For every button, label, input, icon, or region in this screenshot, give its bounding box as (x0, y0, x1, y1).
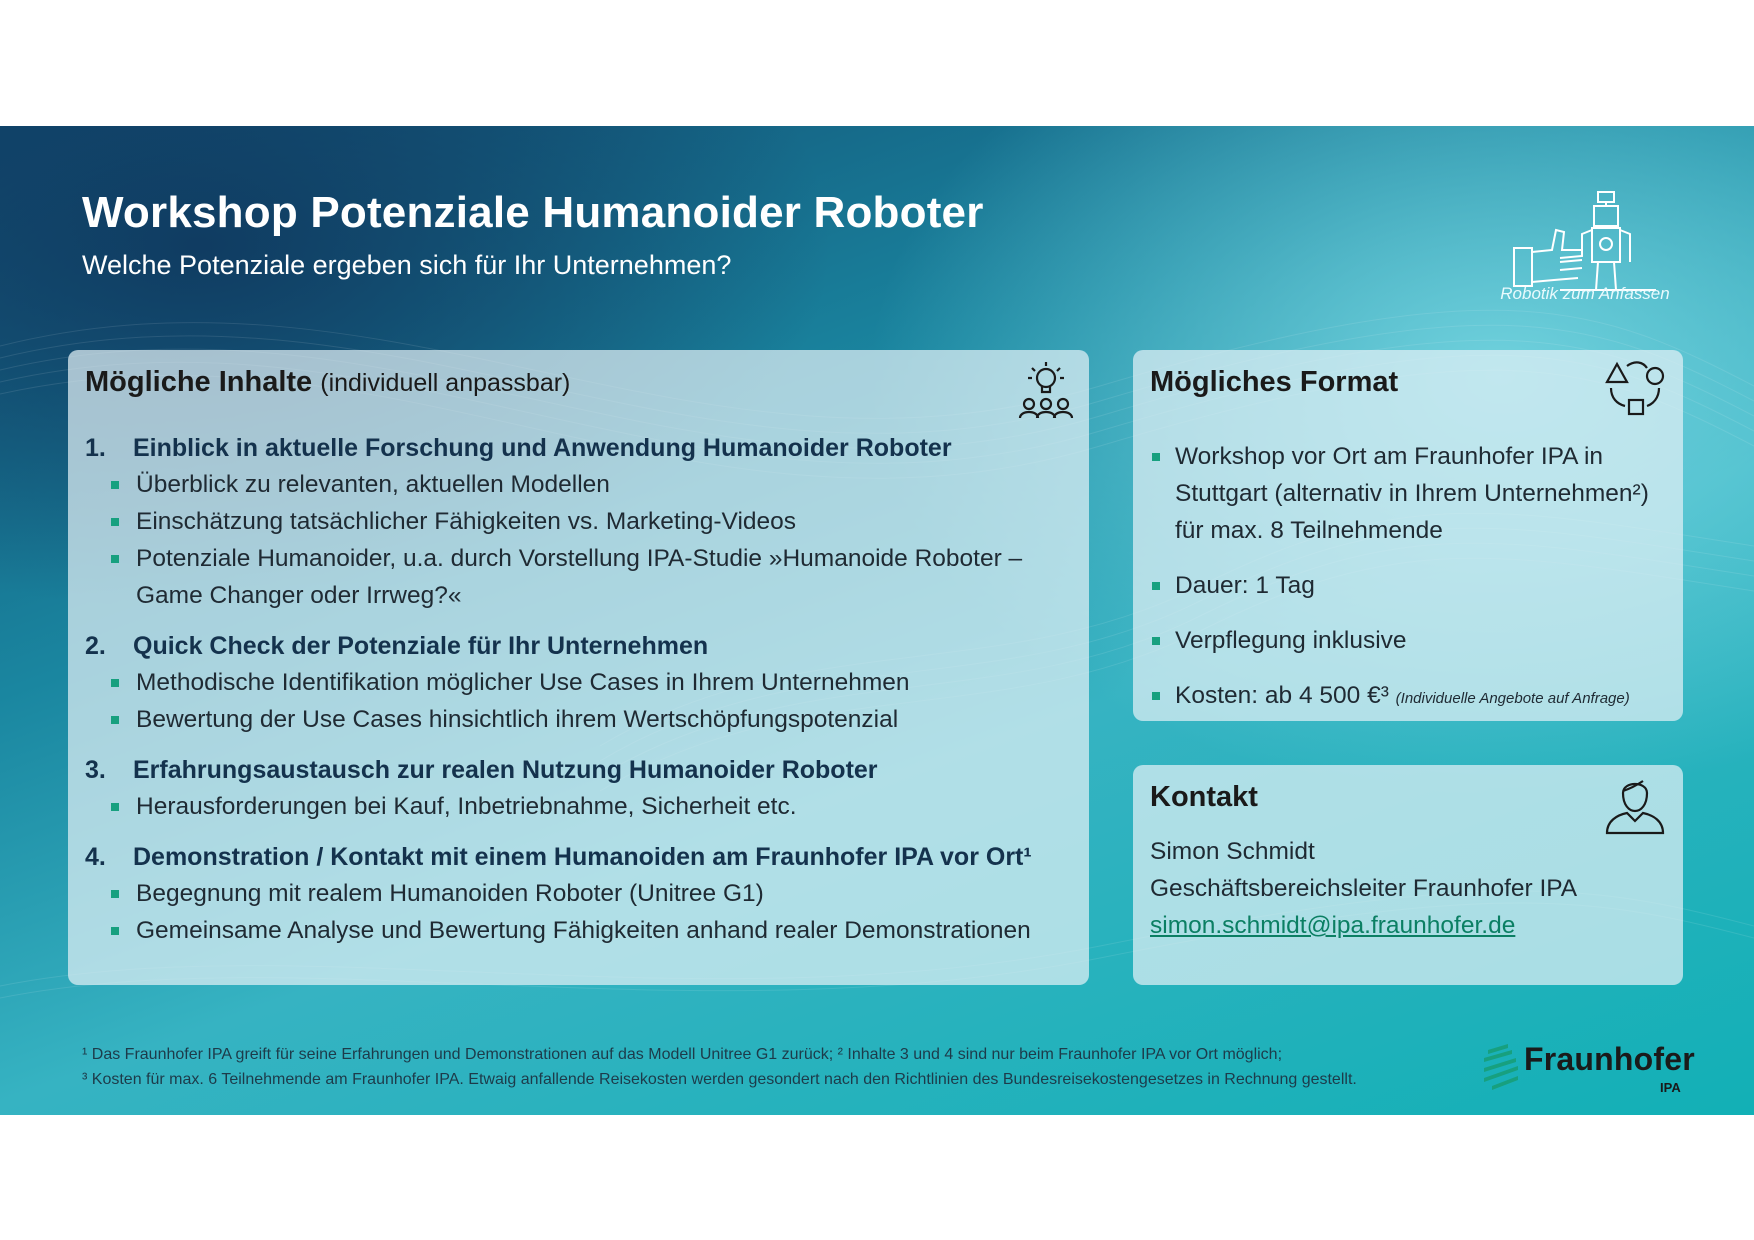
page-subtitle: Welche Potenziale ergeben sich für Ihr Unternehmen? (82, 250, 732, 280)
section-title (85, 430, 1071, 466)
cycle-shapes-icon (1603, 356, 1667, 420)
format-item: Verpflegung inklusive (1150, 622, 1665, 659)
section-title (85, 839, 1071, 875)
inhalte-heading (85, 366, 1071, 408)
kontakt-name: Simon Schmidt (1150, 838, 1315, 865)
format-list (1150, 438, 1665, 717)
section-number: 1. (85, 434, 106, 462)
inhalte-card (68, 350, 1089, 985)
page-title: Workshop Potenziale Humanoider Roboter (82, 188, 984, 237)
bullet-item: Gemeinsame Analyse und Bewertung Fähigkeiten anhand realer Demonstrationen (111, 912, 1071, 949)
lightbulb-people-icon (1014, 358, 1078, 422)
brand-sub: IPA (1660, 1080, 1681, 1095)
cost-note: (Individuelle Angebote auf Anfrage) (1395, 690, 1630, 707)
section-number: 3. (85, 756, 106, 784)
bullet-item: Bewertung der Use Cases hinsichtlich ihrem Wertschöpfungspotenzial (111, 701, 1071, 738)
section-bullets (85, 788, 1071, 825)
kontakt-email-link[interactable]: simon.schmidt@ipa.fraunhofer.de (1150, 912, 1516, 939)
kontakt-heading (1150, 781, 1665, 823)
format-heading-text: Mögliches Format (1150, 366, 1399, 398)
bullet-item: Potenziale Humanoider, u.a. durch Vorstellung IPA-Studie »Humanoide Roboter – Game Changer oder Irrweg?« (111, 540, 1071, 614)
section-title-text: Erfahrungsaustausch zur realen Nutzung Humanoider Roboter (133, 756, 878, 784)
format-item: Workshop vor Ort am Fraunhofer IPA in Stuttgart (alternativ in Ihrem Unternehmen²) für max. 8 Teilnehmende (1150, 438, 1665, 549)
kontakt-heading-text: Kontakt (1150, 781, 1258, 813)
slide (0, 126, 1754, 1115)
kontakt-details (1150, 833, 1665, 944)
section-title-text: Demonstration / Kontakt mit einem Humanoiden am Fraunhofer IPA vor Ort¹ (133, 843, 1032, 871)
inhalte-heading-text: Mögliche Inhalte (85, 366, 313, 398)
inhalte-heading-note: (individuell anpassbar) (320, 369, 571, 397)
inhalte-sections (85, 430, 1071, 949)
inhalte-section-3 (85, 752, 1071, 825)
person-icon (1603, 771, 1667, 835)
section-title-text: Quick Check der Potenziale für Ihr Unternehmen (133, 632, 709, 660)
section-bullets (85, 664, 1071, 738)
section-title (85, 628, 1071, 664)
inhalte-section-1 (85, 430, 1071, 614)
bullet-item: Herausforderungen bei Kauf, Inbetriebnahme, Sicherheit etc. (111, 788, 1071, 825)
footnote-line: ¹ Das Fraunhofer IPA greift für seine Erfahrungen und Demonstrationen auf das Modell Unitree G1 zurück; ² Inhalte 3 und 4 sind nur beim Fraunhofer IPA vor Ort möglich; (82, 1046, 1283, 1063)
bullet-item: Überblick zu relevanten, aktuellen Modellen (111, 466, 1071, 503)
section-bullets (85, 875, 1071, 949)
footnotes (82, 1042, 1357, 1092)
cost-label: Kosten: ab 4 500 €³ (1175, 682, 1389, 709)
logo-caption: Robotik zum Anfassen (1500, 284, 1670, 303)
robot-handshake-icon (1490, 178, 1680, 298)
inhalte-section-2 (85, 628, 1071, 738)
section-number: 2. (85, 632, 106, 660)
footnote-line: ³ Kosten für max. 6 Teilnehmende am Fraunhofer IPA. Etwaig anfallende Reisekosten werden gesondert nach den Richtlinien des Bundesreisekostengesetzes in Rechnung gestellt. (82, 1071, 1357, 1088)
format-item: Dauer: 1 Tag (1150, 567, 1665, 604)
kontakt-role: Geschäftsbereichsleiter Fraunhofer IPA (1150, 875, 1578, 902)
brand-name: Fraunhofer (1524, 1041, 1695, 1077)
section-title (85, 752, 1071, 788)
section-number: 4. (85, 843, 106, 871)
bullet-item: Methodische Identifikation möglicher Use Cases in Ihrem Unternehmen (111, 664, 1071, 701)
format-card (1133, 350, 1683, 721)
section-bullets (85, 466, 1071, 614)
bullet-item: Begegnung mit realem Humanoiden Roboter (Unitree G1) (111, 875, 1071, 912)
format-item-cost (1150, 677, 1665, 717)
inhalte-section-4 (85, 839, 1071, 949)
bullet-item: Einschätzung tatsächlicher Fähigkeiten vs. Marketing-Videos (111, 503, 1071, 540)
kontakt-card (1133, 765, 1683, 985)
format-heading (1150, 366, 1665, 408)
section-title-text: Einblick in aktuelle Forschung und Anwendung Humanoider Roboter (133, 434, 952, 462)
